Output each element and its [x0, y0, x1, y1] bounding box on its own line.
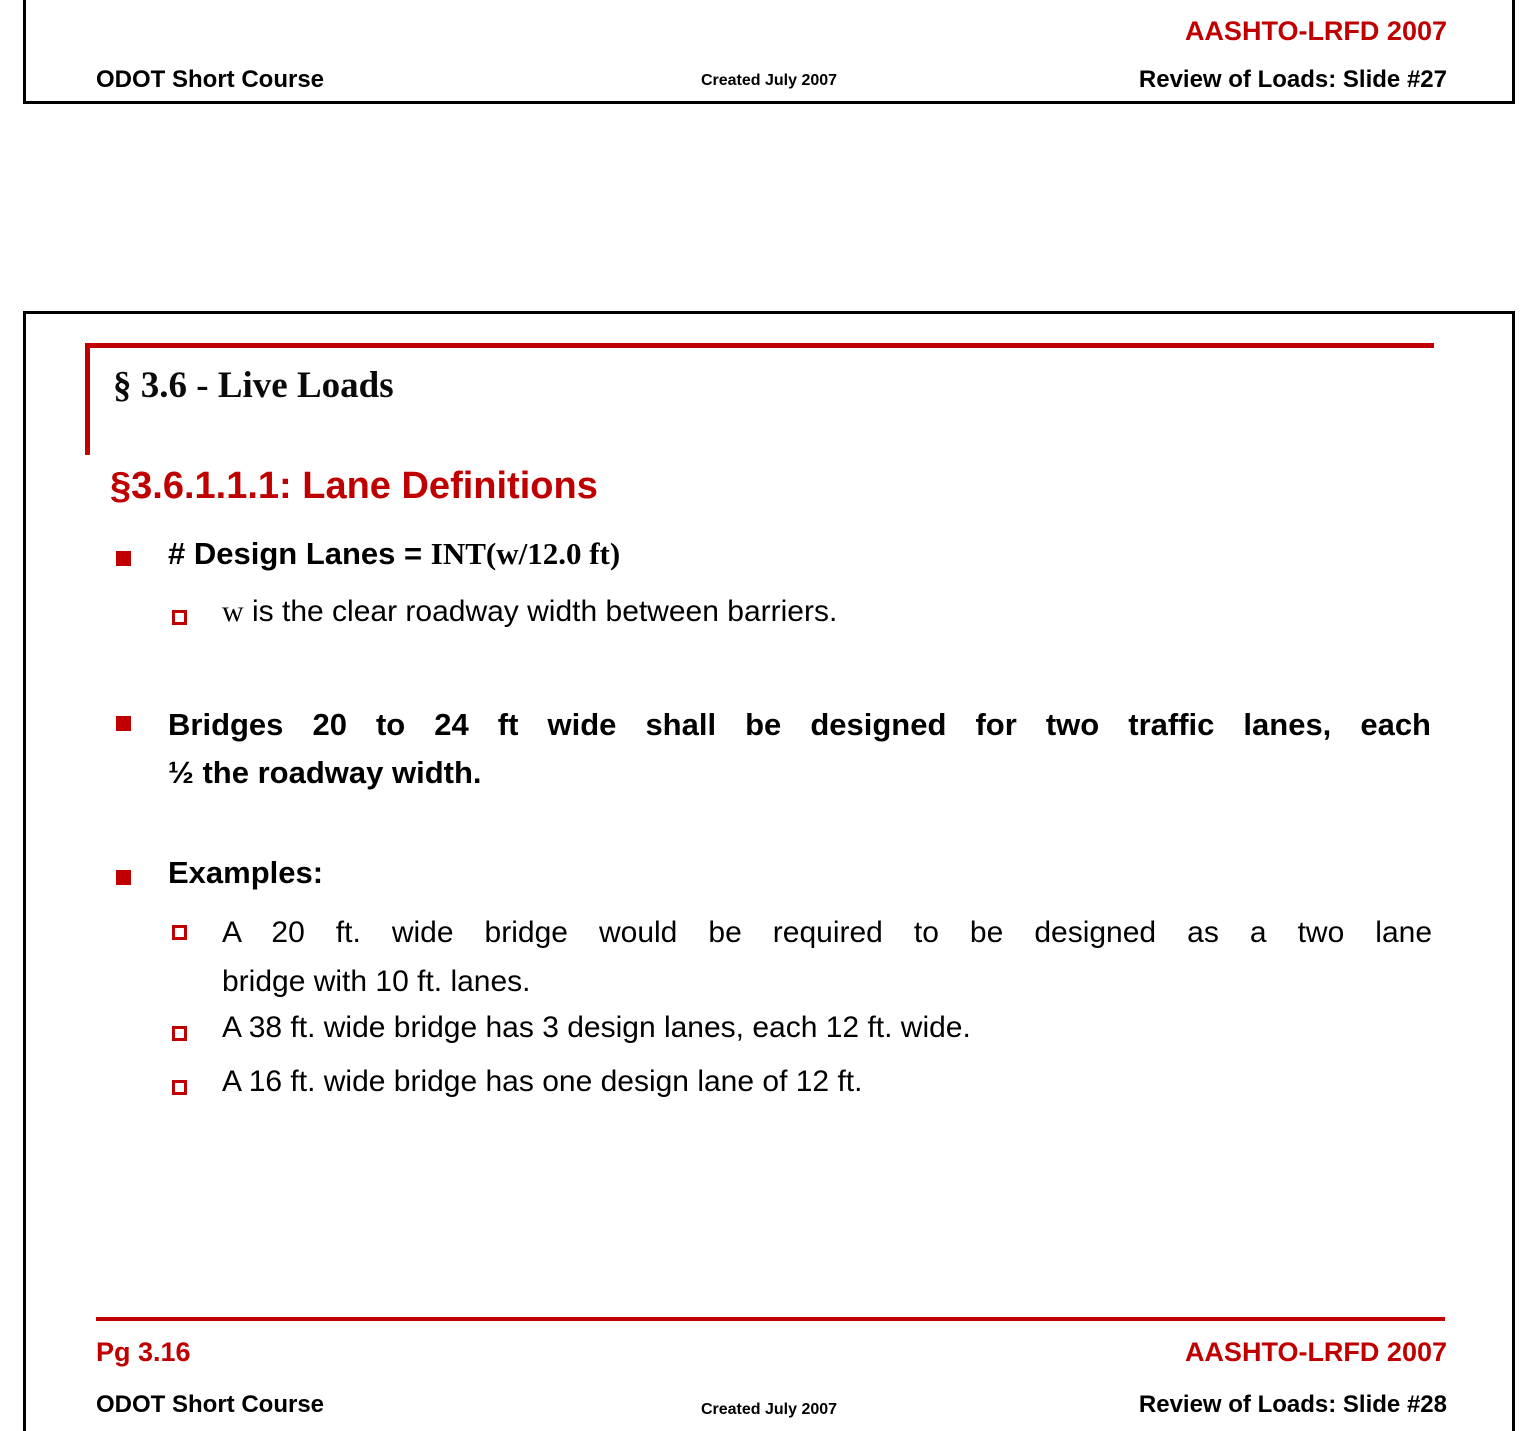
design-lanes-formula: INT(w/12.0 ft): [430, 536, 621, 571]
w-symbol: w: [222, 595, 244, 628]
section-title: § 3.6 - Live Loads: [113, 365, 394, 406]
lane-definitions-heading: §3.6.1.1.1: Lane Definitions: [110, 465, 598, 507]
created-date-bottom: Created July 2007: [700, 1401, 838, 1418]
page-reference: Pg 3.16: [96, 1337, 191, 1367]
sub-bullet-square-icon: [172, 1026, 187, 1041]
slide-ref-top: Review of Loads: Slide #27: [1138, 66, 1447, 93]
bridges-line2: ½ the roadway width.: [168, 755, 482, 790]
example-16ft: A 16 ft. wide bridge has one design lane of 12 ft.: [222, 1065, 863, 1098]
created-date-top: Created July 2007: [700, 72, 838, 89]
manual-title-bottom: AASHTO-LRFD 2007: [1184, 1337, 1447, 1367]
example-two-lane-line2: bridge with 10 ft. lanes.: [222, 965, 531, 998]
bridges-line1: Bridges 20 to 24 ft wide shall be designed for two traffic lanes, each: [168, 707, 1431, 742]
bullet-square-icon: [116, 716, 131, 731]
bullet-square-icon: [116, 551, 131, 566]
sub-bullet-square-icon: [172, 925, 187, 940]
course-name-bottom: ODOT Short Course: [96, 1391, 325, 1418]
design-lanes-label: # Design Lanes =: [168, 536, 431, 571]
sub-bullet-square-icon: [172, 610, 187, 625]
example-38ft: A 38 ft. wide bridge has 3 design lanes, each 12 ft. wide.: [222, 1011, 971, 1044]
course-name-top: ODOT Short Course: [96, 66, 325, 93]
slide-ref-bottom: Review of Loads: Slide #28: [1138, 1391, 1447, 1418]
roadway-width-subbullet: [222, 595, 837, 629]
w-definition: is the clear roadway width between barriers.: [243, 595, 838, 628]
sub-bullet-square-icon: [172, 1080, 187, 1095]
bridges-bullet: [168, 701, 1431, 797]
design-lanes-bullet: [168, 536, 620, 572]
footer-rule: [96, 1317, 1445, 1321]
manual-title-top: AASHTO-LRFD 2007: [1184, 16, 1447, 46]
example-two-lane-line1: A 20 ft. wide bridge would be required to be designed as a two lane: [222, 916, 1432, 949]
title-rule-vertical: [85, 343, 90, 455]
bullet-square-icon: [116, 870, 131, 885]
examples-label: Examples:: [168, 855, 324, 890]
title-rule-horizontal: [85, 343, 1434, 348]
example-two-lane: [222, 908, 1432, 1006]
